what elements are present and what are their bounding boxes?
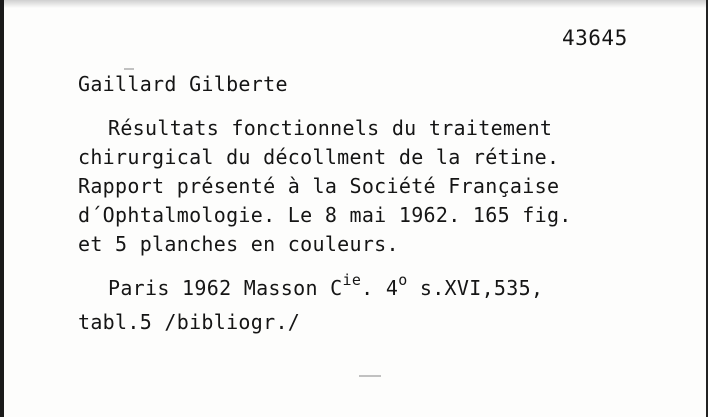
title-line: chirurgical du décollment de la rétine. [78,145,560,169]
title-line: et 5 planches en couleurs. [78,232,399,256]
imprint-line-publisher [78,272,688,306]
ink-smudge [124,68,134,70]
imprint-prefix: Paris 1962 Masson C [108,276,343,300]
imprint-line-tables: tabl.5 /bibliogr./ [78,310,301,334]
catalog-number: 43645 [562,26,628,50]
imprint-superscript-o: o [398,271,408,289]
title-line: Résultats fonctionnels du traitement [108,116,553,140]
title-description [78,114,688,259]
title-line: d´Ophtalmologie. Le 8 mai 1962. 165 fig. [78,203,572,227]
imprint-pages: s.XVI,535, [407,276,544,300]
author-name: Gaillard Gilberte [78,72,288,96]
title-line: Rapport présenté à la Société Française [78,174,560,198]
imprint-superscript-ie: ie [342,271,362,289]
imprint-format: . 4 [361,276,399,300]
imprint [78,272,688,338]
ink-smudge [359,375,381,377]
